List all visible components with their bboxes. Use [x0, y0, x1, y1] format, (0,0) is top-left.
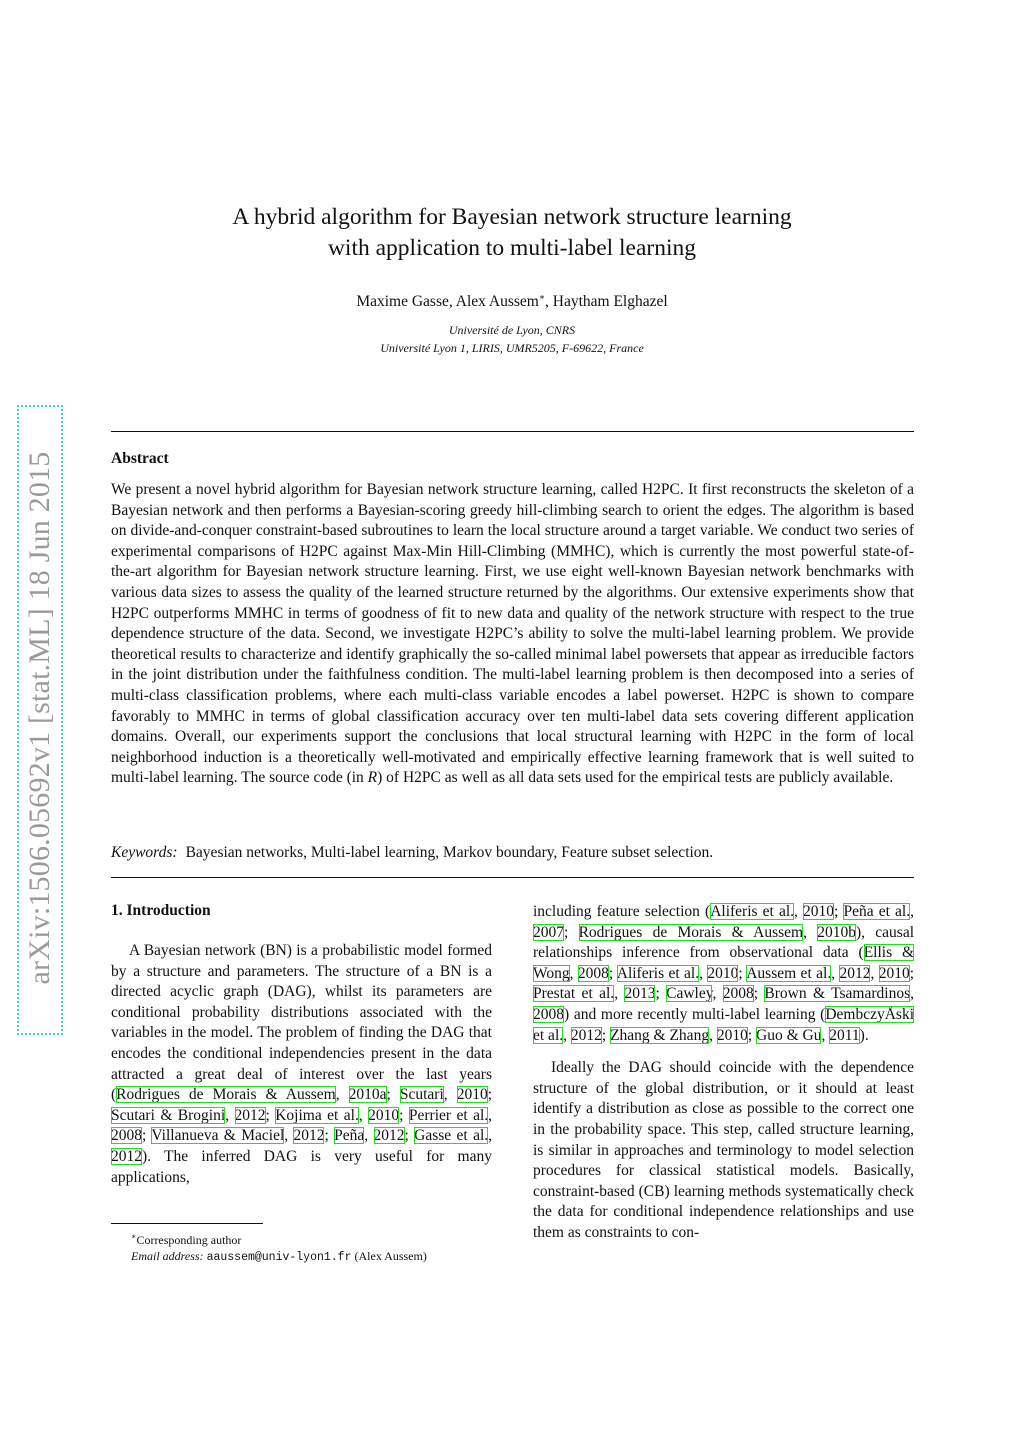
email-owner: (Alex Aussem): [354, 1249, 427, 1263]
title-line-1: A hybrid algorithm for Bayesian network structure learning: [232, 204, 792, 230]
citation-link[interactable]: Aliferis et al.: [616, 964, 700, 982]
title-line-2: with application to multi-label learning: [327, 235, 697, 261]
citation-year-link[interactable]: 2008: [722, 985, 754, 1003]
keywords: [111, 843, 914, 863]
intro-p2-mid: ), causal relationships inference from observational data (: [533, 923, 915, 962]
citation-year-link[interactable]: 2008: [533, 1005, 564, 1023]
email-address-link[interactable]: aaussem@univ-lyon1.fr: [206, 1251, 352, 1264]
citation-year-link[interactable]: 2010: [878, 964, 910, 982]
r-language-symbol: R: [367, 769, 378, 787]
citation-link[interactable]: Brown & Tsamardinos: [764, 985, 911, 1003]
citation-link[interactable]: Ellis & Wong: [533, 944, 915, 982]
affiliation-line-2: Université Lyon 1, LIRIS, UMR5205, F-69622, France: [380, 341, 644, 355]
abstract-text-end: ) of H2PC as well as all data sets used for the empirical tests are publicly available.: [377, 769, 894, 787]
citation-link[interactable]: Rodrigues de Morais & Aussem: [116, 1086, 336, 1104]
intro-p2-text: including feature selection (: [533, 903, 711, 920]
citation-year-link[interactable]: 2008: [111, 1127, 142, 1145]
citation-link[interactable]: Kojima et al.: [275, 1106, 359, 1124]
citation-link[interactable]: Rodrigues de Morais & Aussem: [578, 923, 804, 941]
citation-year-link[interactable]: 2007: [533, 923, 564, 941]
author-names-a: Maxime Gasse, Alex Aussem: [356, 293, 539, 311]
abstract-top-rule: [111, 431, 914, 432]
left-column: [111, 941, 492, 1188]
citation-link[interactable]: Prestat et al.: [533, 985, 615, 1003]
citation-year-link[interactable]: 2010: [716, 1026, 748, 1044]
citation-year-link[interactable]: 2010: [707, 964, 739, 982]
citation-year-link[interactable]: 2010: [368, 1106, 400, 1124]
citation-year-link[interactable]: 2011: [829, 1026, 860, 1044]
affiliation-line-1: Université de Lyon, CNRS: [448, 323, 576, 337]
author-list: [150, 292, 874, 311]
email-label: Email address:: [131, 1249, 204, 1263]
citation-year-link[interactable]: 2013: [624, 985, 656, 1003]
citation-link[interactable]: Aussem et al.: [746, 964, 832, 982]
citation-year-link[interactable]: 2012: [373, 1127, 405, 1145]
intro-p1-tail: ). The inferred DAG is very useful for many applications,: [111, 1147, 492, 1186]
arxiv-stamp-text: arXiv:1506.05692v1 [stat.ML] 18 Jun 2015: [23, 451, 56, 985]
citation-year-link[interactable]: 2008: [577, 964, 609, 982]
author-names-b: , Haytham Elghazel: [545, 293, 668, 311]
footnote-email-line: [111, 1248, 511, 1266]
section-heading-introduction: 1. Introduction: [111, 902, 211, 919]
abstract-bottom-rule: [111, 877, 914, 878]
citation-link[interactable]: Scutari: [399, 1086, 444, 1104]
citation-link[interactable]: Peña: [334, 1127, 365, 1145]
citation-year-link[interactable]: 2012: [234, 1106, 266, 1124]
citation-link[interactable]: Gasse et al.: [414, 1127, 489, 1145]
keywords-label: Keywords:: [111, 844, 178, 861]
intro-paragraph-2: including feature selection (Aliferis et al., 2010; Peña et al., 2007; Rodrigues de Morais & Aussem, 2010b), causal relationships inference from observational data (Ellis & Wong, 2008; Aliferis et al., 2010; Aussem et al., 2012, 2010; Prestat et al., 2013; Cawley, 2008; Brown & Tsamardinos, 2008) and more recently multi-label learning (DembczyÅski et al., 2012; Zhang & Zhang, 2010; Guo & Gu, 2011).: [533, 903, 915, 1044]
right-column: [533, 902, 914, 1244]
citation-link[interactable]: Villanueva & Maciel: [151, 1127, 285, 1145]
citation-link[interactable]: Aliferis et al.: [710, 903, 795, 920]
footnote: [111, 1229, 511, 1266]
intro-p1-text: A Bayesian network (BN) is a probabilistic model formed by a structure and parameters. The structure of a BN is a directed acyclic graph (DAG), whilst its parameters are conditional probability distributions associated with the variables in the model. The problem of finding the DAG that encodes the conditional independencies present in the data attracted a great deal of interest over the last years (: [111, 942, 492, 1104]
intro-paragraph-3: Ideally the DAG should coincide with the dependence structure of the global distribution, or it should at least identify a distribution as close as possible to the correct one in the probability space. This step, called structure learning, is similar in approaches and terminology to model selection procedures for classical statistical models. Basically, constraint-based (CB) learning methods systematically check the data for conditional independence relationships and use them as constraints to con-: [533, 1059, 914, 1241]
citation-year-link[interactable]: 2010: [456, 1086, 488, 1104]
citation-year-link[interactable]: 2012: [111, 1147, 142, 1165]
citation-year-link[interactable]: 2010a: [348, 1086, 387, 1104]
citation-year-link[interactable]: 2012: [293, 1127, 325, 1145]
abstract-text: We present a novel hybrid algorithm for Bayesian network structure learning, called H2PC. It first reconstructs the skeleton of a Bayesian network and then performs a Bayesian-scoring greedy hill-climbing search to orient the edges. The algorithm is based on divide-and-conquer constraint-based subroutines to learn the local structure around a target variable. We conduct two series of experimental comparisons of H2PC against Max-Min Hill-Climbing (MMHC), which is currently the most powerful state-of-the-art algorithm for Bayesian network structure learning. First, we use eight well-known Bayesian network benchmarks with various data sizes to assess the quality of the learned structure returned by the algorithms. Our extensive experiments show that H2PC outperforms MMHC in terms of goodness of fit to new data and quality of the network structure with respect to the true dependence structure of the data. Second, we investigate H2PC’s ability to solve the multi-label learning problem. We provide theoretical results to characterize and identify graphically the so-called minimal label powersets that appear as irreducible factors in the joint distribution under the faithfulness condition. The multi-label learning problem is then decomposed into a series of multi-class classification problems, where each multi-class variable encodes a label powerset. H2PC is shown to compare favorably to MMHC in terms of global classification accuracy over ten multi-label data sets covering different application domains. Overall, our experiments support the conclusions that local structural learning with H2PC in the form of local neighborhood induction is a theoretically well-motivated and empirically effective learning framework that is well suited to multi-label learning. The source code (in: [111, 481, 914, 787]
corresponding-mark[interactable]: ∗: [538, 292, 545, 302]
footnote-rule: [111, 1223, 263, 1224]
citation-year-link[interactable]: 2012: [839, 964, 871, 982]
paper-title: [150, 202, 874, 264]
citation-link[interactable]: Perrier et al.: [408, 1106, 489, 1124]
footnote-corresponding: [111, 1229, 511, 1248]
intro-paragraph-1: A Bayesian network (BN) is a probabilistic model formed by a structure and parameters. The structure of a BN is a directed acyclic graph (DAG), whilst its parameters are conditional probability distributions associated with the variables in the model. The problem of finding the DAG that encodes the conditional independencies present in the data attracted a great deal of interest over the last years (Rodrigues de Morais & Aussem, 2010a; Scutari, 2010; Scutari & Brogini, 2012; Kojima et al., 2010; Perrier et al., 2008; Villanueva & Maciel, 2012; Peña, 2012; Gasse et al., 2012). The inferred DAG is very useful for many applications,: [111, 942, 493, 1186]
citation-link[interactable]: Peña et al.: [843, 903, 911, 920]
intro-p2-mid2: ) and more recently multi-label learning (: [564, 1005, 826, 1023]
arxiv-identifier-stamp[interactable]: [17, 405, 63, 1033]
citation-year-link[interactable]: 2010b: [817, 923, 856, 941]
footnote-mark: ∗: [131, 1232, 137, 1241]
citation-year-link[interactable]: 2010: [803, 903, 835, 920]
citation-link[interactable]: DembczyÅski et al.: [533, 1005, 914, 1044]
abstract-heading: Abstract: [111, 450, 169, 467]
citation-link[interactable]: Cawley: [666, 985, 713, 1003]
intro-p2-tail: ).: [859, 1026, 869, 1044]
keywords-text: Bayesian networks, Multi-label learning, Markov boundary, Feature subset selection.: [185, 844, 714, 861]
footnote-text: Corresponding author: [136, 1233, 242, 1247]
citation-link[interactable]: Scutari & Brogini: [111, 1106, 226, 1124]
citation-year-link[interactable]: 2012: [570, 1026, 602, 1044]
affiliation: [150, 321, 874, 357]
citation-link[interactable]: Guo & Gu: [756, 1026, 822, 1044]
abstract-body: [111, 480, 914, 789]
citation-link[interactable]: Zhang & Zhang: [610, 1026, 710, 1044]
